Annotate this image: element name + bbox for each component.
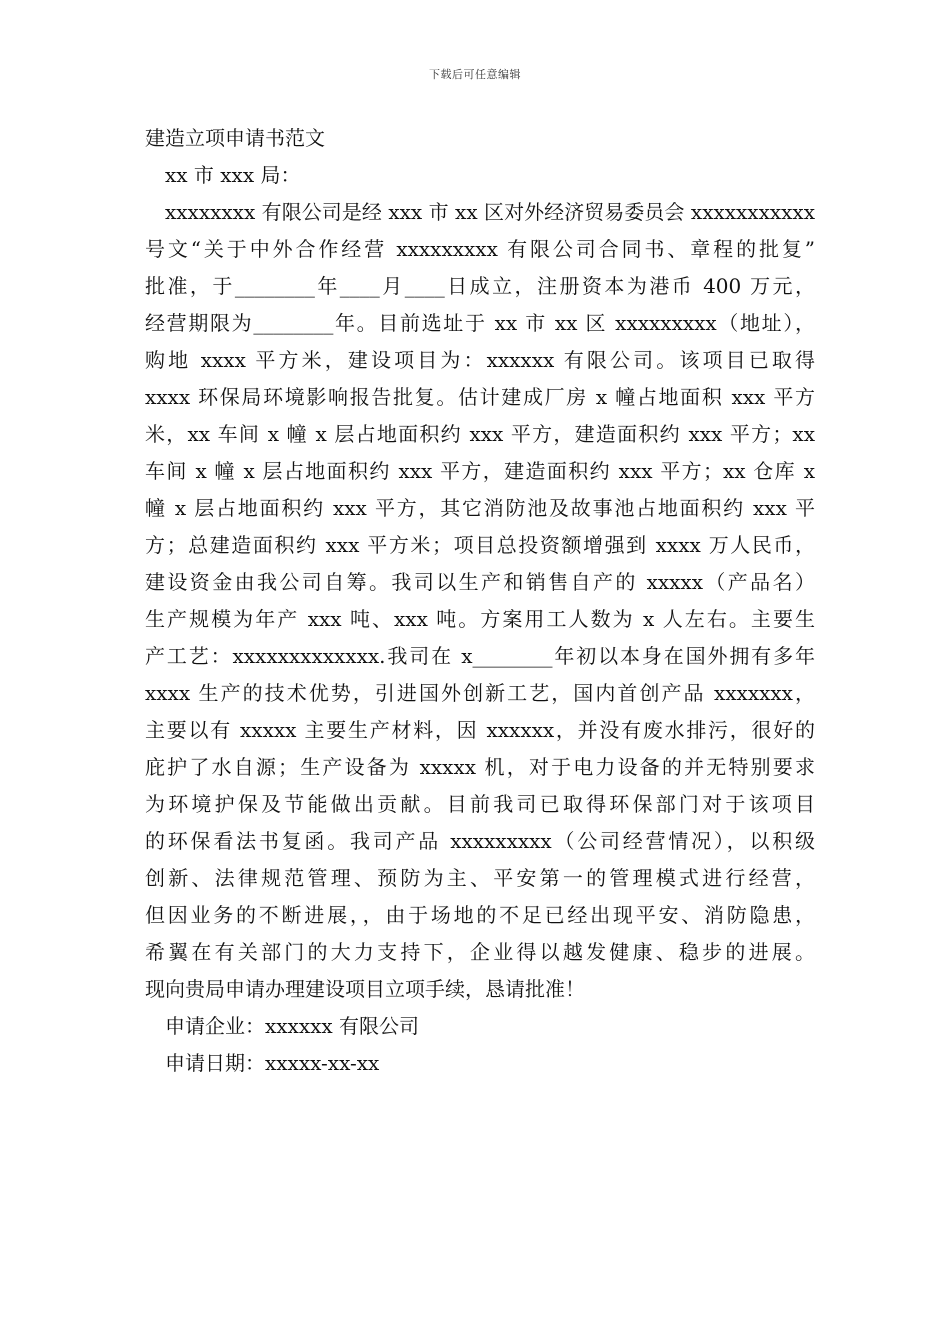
paragraph-line: 批准，于________年____月____日成立，注册资本为港币 400 万元， [145, 274, 815, 298]
page-header-watermark: 下载后可任意编辑 [429, 68, 521, 81]
paragraph-line: 车间 x 幢 x 层占地面积约 xxx 平方，建造面积约 xxx 平方；xx 仓库 x [145, 459, 815, 483]
paragraph-line: 米，xx 车间 x 幢 x 层占地面积约 xxx 平方，建造面积约 xxx 平方；xx [145, 422, 815, 446]
paragraph-line: 庇护了水自源；生产设备为 xxxxx 机，对于电力设备的并无特别要求 [145, 755, 815, 779]
paragraph-line: xxxx 生产的技术优势，引进国外创新工艺，国内首创产品 xxxxxxx， [145, 681, 815, 705]
paragraph-line: 为环境护保及节能做出贡献。目前我司已取得环保部门对于该项目 [145, 792, 815, 816]
paragraph-line: 号文“关于中外合作经营 xxxxxxxxx 有限公司合同书、章程的批复” [145, 237, 815, 261]
paragraph-line: xxxxxxxx 有限公司是经 xxx 市 xx 区对外经济贸易委员会 xxxxxxxxxxx [165, 200, 815, 224]
application-date-line: 申请日期：xxxxx-xx-xx [165, 1051, 380, 1075]
paragraph-line: 幢 x 层占地面积约 xxx 平方，其它消防池及故事池占地面积约 xxx 平 [145, 496, 815, 520]
paragraph-line: 生产规模为年产 xxx 吨、xxx 吨。方案用工人数为 x 人左右。主要生 [145, 607, 815, 631]
paragraph-line: 经营期限为________年。目前选址于 xx 市 xx 区 xxxxxxxxx（地址）， [145, 311, 815, 335]
paragraph-line: 主要以有 xxxxx 主要生产材料，因 xxxxxx，并没有废水排污，很好的 [145, 718, 815, 742]
paragraph-line: 但因业务的不断进展，，由于场地的不足已经出现平安、消防隐患， [145, 903, 815, 927]
paragraph-line: xxxx 环保局环境影响报告批复。估计建成厂房 x 幢占地面积 xxx 平方 [145, 385, 815, 409]
paragraph-line: 希翼在有关部门的大力支持下，企业得以越发健康、稳步的进展。 [145, 940, 815, 964]
paragraph-line: 的环保看法书复函。我司产品 xxxxxxxxx（公司经营情况），以积级 [145, 829, 815, 853]
document-body [145, 120, 815, 1082]
paragraph-line: 方；总建造面积约 xxx 平方米；项目总投资额增强到 xxxx 万人民币， [145, 533, 815, 557]
paragraph-line: 产工艺：xxxxxxxxxxxxx.我司在 x________年初以本身在国外拥有多年 [145, 644, 815, 668]
closing-line: 现向贵局申请办理建设项目立项手续，恳请批准！ [145, 977, 585, 1001]
paragraph-line: 建设资金由我公司自筹。我司以生产和销售自产的 xxxxx（产品名） [145, 570, 815, 594]
paragraph-line: 创新、法律规范管理、预防为主、平安第一的管理模式进行经营， [145, 866, 815, 890]
salutation: xx 市 xxx 局： [165, 163, 301, 187]
paragraph-line: 购地 xxxx 平方米，建设项目为：xxxxxx 有限公司。该项目已取得 [145, 348, 815, 372]
document-title: 建造立项申请书范文 [145, 126, 325, 150]
applicant-line: 申请企业：xxxxxx 有限公司 [165, 1014, 420, 1038]
